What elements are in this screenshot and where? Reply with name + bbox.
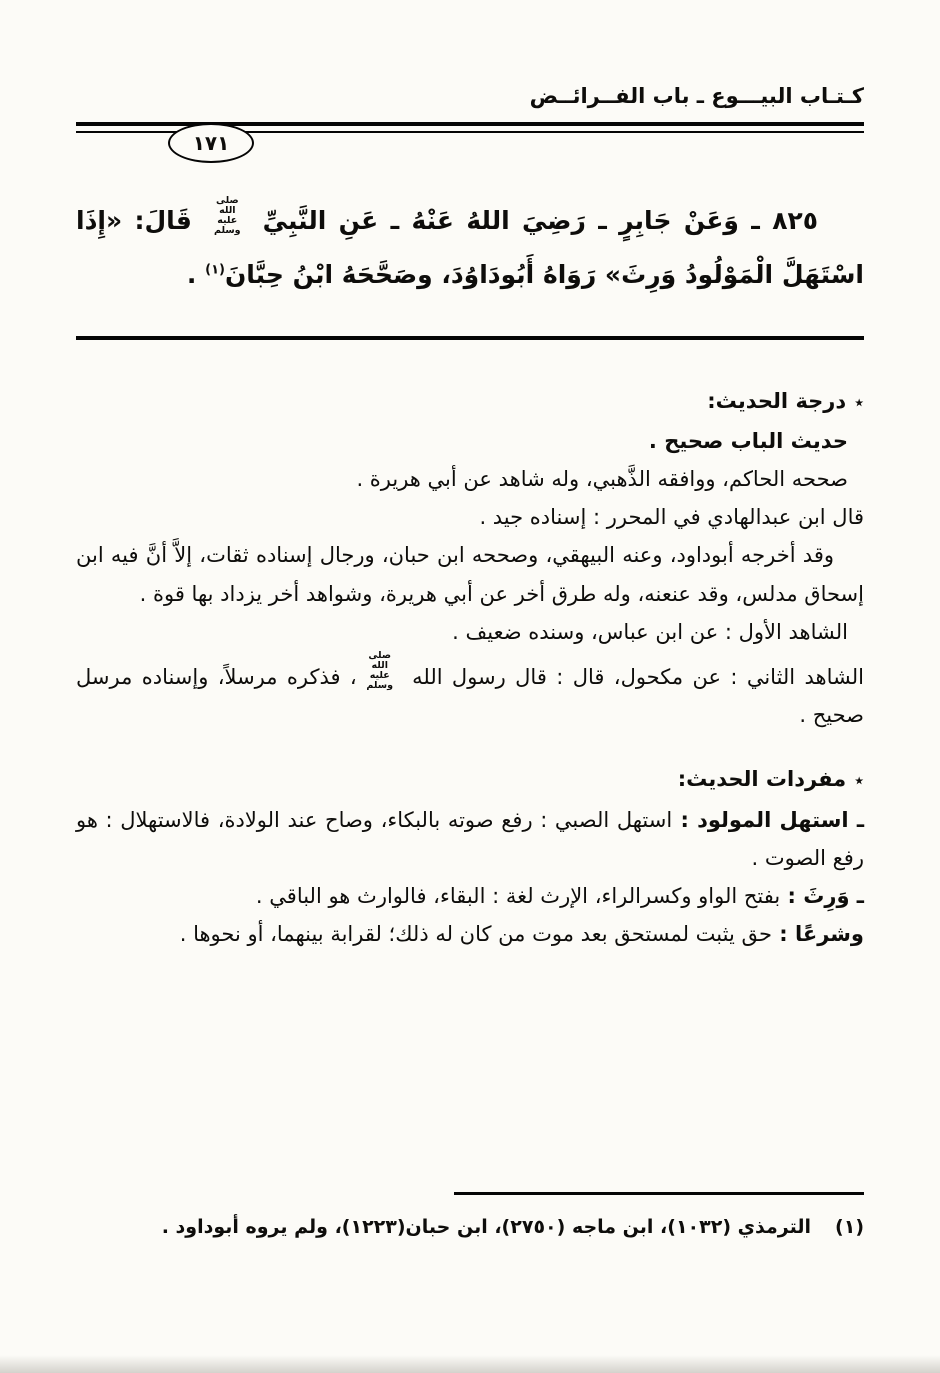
footnote-text: الترمذي (١٠٣٢)، ابن ماجه (٢٧٥٠)، ابن حبان(١٢٢٣)، ولم يروه أبوداود . bbox=[161, 1215, 812, 1238]
paragraph bbox=[76, 613, 864, 651]
paragraph bbox=[76, 877, 864, 915]
section-title bbox=[76, 760, 864, 798]
paragraph-text: الشاهد الأول : عن ابن عباس، وسنده ضعيف . bbox=[452, 619, 848, 644]
footnote-area bbox=[76, 1192, 864, 1243]
paragraph bbox=[76, 460, 864, 498]
footnote-ref: (١) bbox=[205, 262, 225, 278]
paragraph bbox=[76, 801, 864, 877]
footnote bbox=[76, 1211, 864, 1243]
star-icon: ٭ bbox=[854, 770, 864, 792]
section-title bbox=[76, 382, 864, 420]
paragraph bbox=[76, 651, 864, 734]
hadith-part2: قَالَ: «إِذَا اسْتَهَلَّ الْمَوْلُودُ وَرِثَ» رَوَاهُ أَبُودَاوُدَ، وصَحَّحَهُ ابْنُ حِبَّانَ bbox=[76, 206, 864, 289]
section-title-text: مفردات الحديث: bbox=[677, 767, 847, 792]
paragraph-text: الشاهد الثاني : عن مكحول، قال : قال رسول الله bbox=[402, 664, 864, 689]
section-title-text: درجة الحديث: bbox=[707, 388, 847, 413]
section-hadith-grade bbox=[76, 382, 864, 735]
hadith-text bbox=[76, 194, 864, 302]
paragraph-bold: حديث الباب صحيح . bbox=[648, 428, 848, 453]
paragraph-text: ، فذكره مرسلاً، وإسناده مرسل صحيح . bbox=[76, 664, 864, 728]
hadith-block bbox=[76, 194, 864, 302]
commentary bbox=[76, 382, 864, 954]
hadith-tail: . bbox=[186, 259, 206, 289]
paragraph-text: قال ابن عبدالهادي في المحرر : إسناده جيد . bbox=[479, 505, 864, 530]
footnote-marker: (١) bbox=[835, 1215, 864, 1238]
paragraph-text: وقد أخرجه أبوداود، وعنه البيهقي، وصححه ابن حبان، ورجال إسناده ثقات، إلاَّ أنَّ فيه ابن إسحاق مدلس، وقد عنعنه، وله طرق أخر عن أبي هريرة، وشواهد أخر يزداد بها قوة . bbox=[76, 543, 864, 606]
paragraph-bold: ـ استهل المولود : bbox=[672, 807, 864, 832]
paragraph-bold: ـ وَرِثَ : bbox=[780, 884, 864, 909]
paragraph bbox=[76, 536, 864, 612]
chapter-title: كـتـاب البيـــوع ـ باب الفــرائــض bbox=[529, 84, 864, 108]
paragraph bbox=[76, 422, 864, 460]
paragraph-text: استهل الصبي : رفع صوته بالبكاء، وصاح عند الولادة، فالاستهلال : هو رفع الصوت . bbox=[76, 807, 864, 870]
header-rule bbox=[76, 122, 864, 164]
paragraph-text: حق يثبت لمستحق بعد موت من كان له ذلك؛ لقرابة بينهما، أو نحوها . bbox=[179, 922, 772, 947]
paragraph bbox=[76, 915, 864, 953]
paragraph-text: صححه الحاكم، ووافقه الذَّهبي، وله شاهد عن أبي هريرة . bbox=[356, 466, 848, 491]
page-number-badge bbox=[168, 123, 254, 163]
footnote-separator bbox=[454, 1192, 864, 1195]
hadith-part1: ٨٢٥ ـ وَعَنْ جَابِرٍ ـ رَضِيَ اللهُ عَنْهُ ـ عَنِ النَّبِيِّ bbox=[250, 206, 818, 235]
page-header bbox=[76, 84, 864, 164]
star-icon: ٭ bbox=[854, 391, 864, 413]
section-divider bbox=[76, 336, 864, 340]
paragraph-text: بفتح الواو وكسرالراء، الإرث لغة : البقاء، فالوارث هو الباقي . bbox=[255, 884, 781, 909]
paragraph-bold: وشرعًا : bbox=[771, 922, 864, 947]
page-number: ١٧١ bbox=[192, 131, 230, 155]
section-vocabulary bbox=[76, 760, 864, 953]
prophet-honorific-icon: صلى الله عليه وسلم bbox=[366, 650, 393, 691]
paragraph bbox=[76, 498, 864, 536]
prophet-honorific-icon: صلى الله عليه وسلم bbox=[214, 195, 241, 236]
